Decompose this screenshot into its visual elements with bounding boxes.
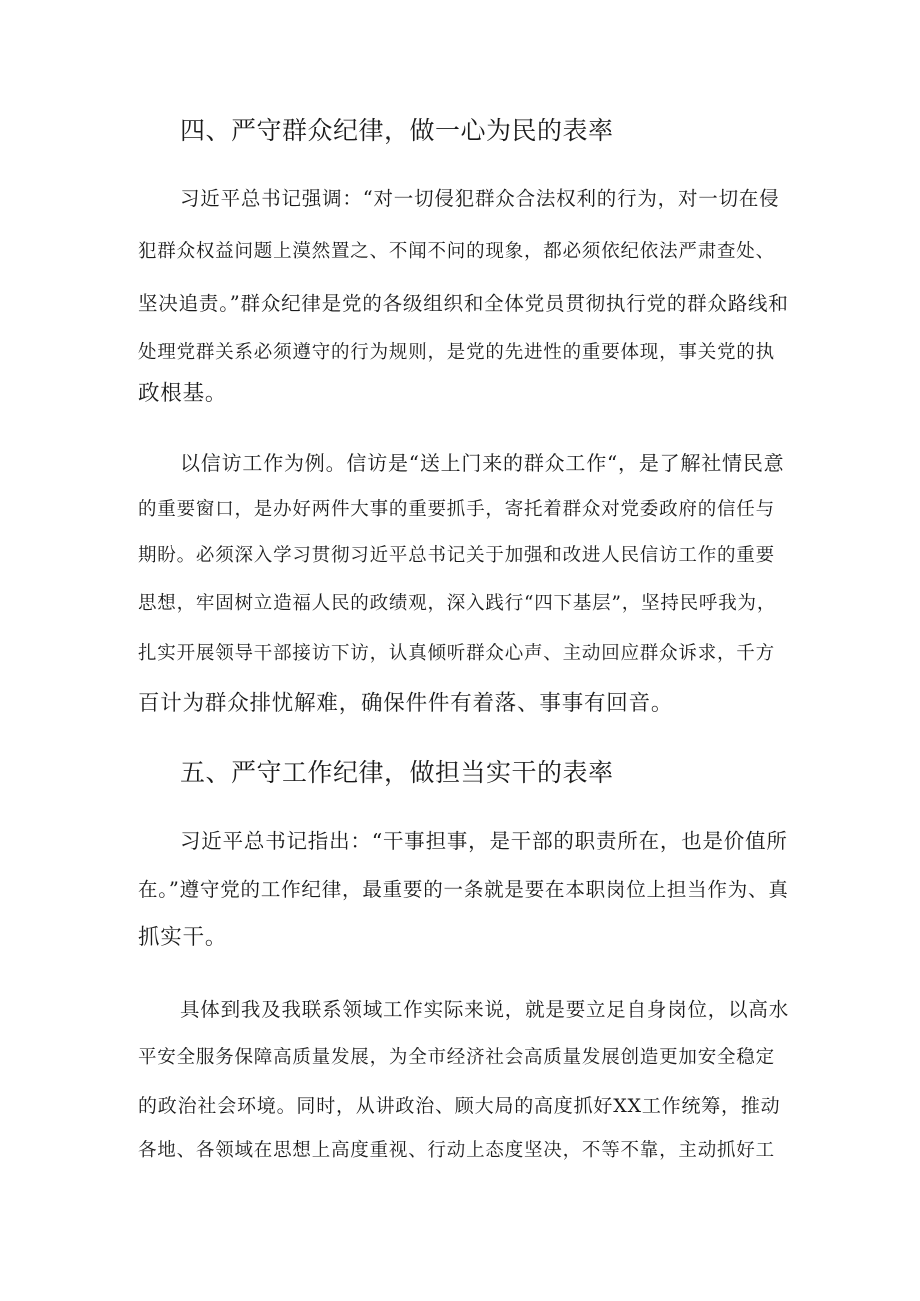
- paragraph-line: 平安全服务保障高质量发展，为全市经济社会高质量发展创造更加安全稳定: [138, 1047, 775, 1068]
- paragraph-line: 扎实开展领导干部接访下访，认真倾听群众心声、主动回应群众诉求，千方: [138, 643, 775, 664]
- paragraph-line: 处理党群关系必须遵守的行为规则，是党的先进性的重要体现，事关党的执: [138, 342, 775, 363]
- paragraph-line: 期盼。必须深入学习贯彻习近平总书记关于加强和改进人民信访工作的重要: [138, 545, 775, 566]
- paragraph-line: 各地、各领域在思想上高度重视、行动上态度坚决，不等不靠，主动抓好工: [138, 1140, 775, 1161]
- paragraph-line: 具体到我及我联系领域工作实际来说，就是要立足自身岗位，以高水: [180, 998, 790, 1021]
- paragraph-line: 的重要窗口，是办好两件大事的重要抓手，寄托着群众对党委政府的信任与: [138, 499, 775, 520]
- paragraph-line: 思想，牢固树立造福人民的政绩观，深入践行“四下基层”，坚持民呼我为，: [138, 593, 777, 614]
- paragraph-line: 在。”遵守党的工作纪律，最重要的一条就是要在本职岗位上担当作为、真: [138, 878, 789, 901]
- paragraph-line: 犯群众权益问题上漠然置之、不闻不问的现象，都必须依纪依法严肃查处、: [138, 241, 775, 262]
- paragraph-line: 抓实干。: [138, 925, 228, 950]
- paragraph-line: 习近平总书记指出：“干事担事，是干部的职责所在，也是价值所: [180, 829, 788, 853]
- paragraph-line: 的政治社会环境。同时，从讲政治、顾大局的高度抓好XX工作统筹，推动: [138, 1095, 781, 1117]
- paragraph-line: 百计为群众排忧解难，确保件件有着落、事事有回音。: [138, 691, 674, 716]
- paragraph-line: 习近平总书记强调：“对一切侵犯群众合法权利的行为，对一切在侵: [180, 187, 780, 210]
- paragraph-line: 坚决追责。”群众纪律是党的各级组织和全体党员贯彻执行党的群众路线和: [138, 292, 789, 315]
- paragraph-line: 政根基。: [138, 381, 228, 406]
- section-heading-4: 四、严守群众纪律，做一心为民的表率: [180, 116, 614, 145]
- section-heading-5: 五、严守工作纪律，做担当实干的表率: [180, 758, 614, 787]
- paragraph-line: 以信访工作为例。信访是“送上门来的群众工作“，是了解社情民意: [180, 451, 785, 475]
